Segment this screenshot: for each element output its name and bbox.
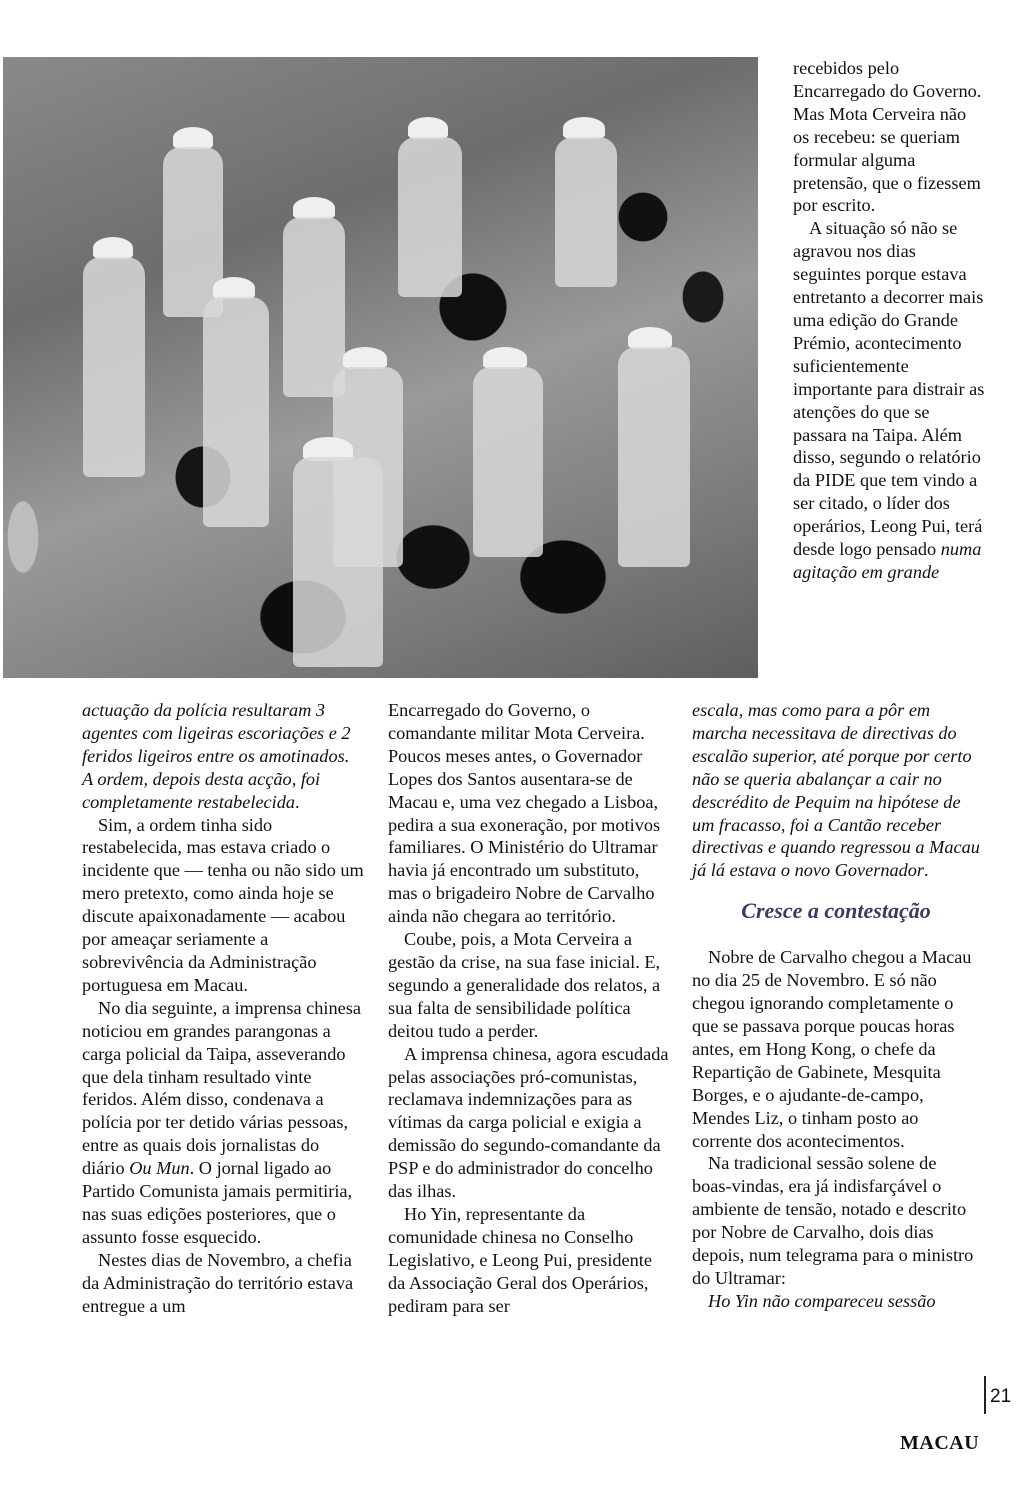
page-number: 21 [984,1376,1011,1414]
paragraph: Na tradicional sessão solene de boas-vindas, era já indisfarçável o ambiente de tensão, notado e descrito por Nobre de Carvalho, dois dias depois, num telegrama para o ministro do Ultramar: [692,1153,974,1288]
column-1 [82,699,364,1317]
paragraph: A situação só não se agravou nos dias seguintes porque estava entretanto a decorrer mais uma edição do Grande Prémio, acontecimento suficientemente importante para distrair as atenções do que se passara na Taipa. Além disso, segundo o relatório da PIDE que tem vindo a ser citado, o líder dos operários, Leong Pui, terá desde logo pensado numa agitação em grande [793,218,985,582]
police-riot-photo [3,57,758,678]
paragraph: No dia seguinte, a imprensa chinesa noticiou em grandes parangonas a carga policial da Taipa, asseverando que dela tinham resultado vinte feridos. Além disso, condenava a polícia por ter detido várias pessoas, entre as quais dois jornalistas do diário Ou Mun. O jornal ligado ao Partido Comunista jamais permitiria, nas suas edições posteriores, que o assunto fosse esquecido. [82,997,361,1247]
magazine-name: MACAU [900,1432,980,1454]
paragraph: Sim, a ordem tinha sido restabelecida, mas estava criado o incidente que — tenha ou não sido um mero pretexto, como ainda hoje se discute apaixonadamente — acabou por ameaçar seriamente a sobrevivência da Administração portuguesa em Macau. [82,814,364,995]
column-2 [388,699,672,1317]
column-3-top [793,57,985,584]
section-heading: Cresce a contestação [741,898,931,924]
paragraph: Coube, pois, a Mota Cerveira a gestão da crise, na sua fase inicial. E, segundo a generalidade dos relatos, a sua falta de sensibilidade política deitou tudo a perder. [388,929,661,1041]
paragraph: Ho Yin não compareceu sessão [708,1290,936,1311]
paragraph: recebidos pelo Encarregado do Governo. Mas Mota Cerveira não os recebeu: se queriam formular alguma pretensão, que o fizessem por escrito. [793,58,982,216]
paragraph: actuação da polícia resultaram 3 agentes com ligeiras escoriações e 2 feridos ligeiros entre os amotinados. A ordem, depois desta acção, foi completamente restabelecida. [82,700,351,812]
paragraph: Nobre de Carvalho chegou a Macau no dia 25 de Novembro. E só não chegou ignorando completamente o que se passava porque poucas horas antes, em Hong Kong, o chefe da Repartição de Gabinete, Mesquita Borges, e o ajudante-de-campo, Mendes Liz, o tinham posto ao corrente dos acontecimentos. [692,947,972,1151]
column-3-bottom [692,699,980,1313]
paragraph: Ho Yin, representante da comunidade chinesa no Conselho Legislativo, e Leong Pui, presidente da Associação Geral dos Operários, pediram para ser [388,1203,652,1316]
paragraph: Nestes dias de Novembro, a chefia da Administração do território estava entregue a um [82,1249,354,1316]
paragraph: Encarregado do Governo, o comandante militar Mota Cerveira. Poucos meses antes, o Governador Lopes dos Santos ausentara-se de Macau e, uma vez chegado a Lisboa, pedira a sua exoneração, por motivos familiares. O Ministério do Ultramar havia já encontrado um substituto, mas o brigadeiro Nobre de Carvalho ainda não chegara ao território. [388,700,661,927]
paragraph: escala, mas como para a pôr em marcha necessitava de directivas do escalão superior, até porque por certo não se queria abalançar a cair no descrédito de Pequim na hipótese de um fracasso, foi a Cantão receber directivas e quando regressou a Macau já lá estava o novo Governador. [692,700,980,881]
paragraph: A imprensa chinesa, agora escudada pelas associações pró-comunistas, reclamava indemnizações para as vítimas da carga policial e exigia a demissão do segundo-comandante da PSP e do administrador do concelho das ilhas. [388,1043,669,1202]
